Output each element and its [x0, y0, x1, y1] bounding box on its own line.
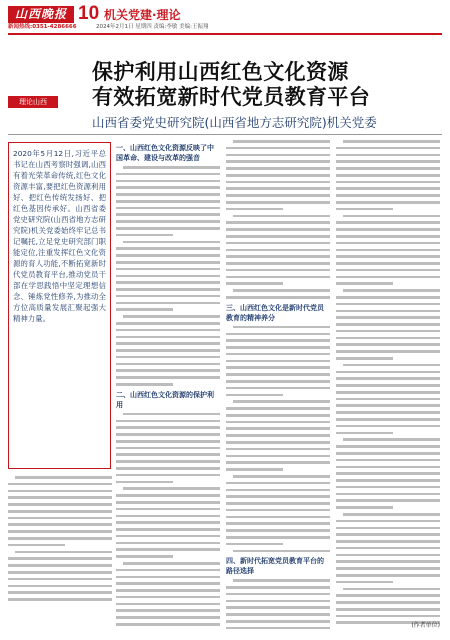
- text-line: [8, 537, 112, 540]
- text-line: [116, 234, 173, 237]
- text-line: [336, 547, 440, 550]
- text-line: [336, 384, 440, 387]
- text-line: [336, 208, 393, 211]
- text-line: [226, 353, 330, 356]
- text-line: [226, 160, 330, 163]
- text-line: [116, 569, 220, 572]
- text-line: [343, 364, 440, 367]
- text-line: [226, 620, 330, 623]
- text-line: [336, 540, 440, 543]
- text-line: [116, 426, 220, 429]
- text-line: [116, 508, 220, 511]
- text-line: [233, 289, 330, 292]
- text-line: [336, 282, 393, 285]
- article-text: [226, 326, 330, 552]
- text-line: [233, 550, 330, 553]
- text-line: [116, 356, 220, 359]
- text-line: [336, 337, 440, 340]
- text-line: [336, 493, 440, 496]
- article-subhead: 三、山西红色文化是新时代党员教育的精神养分: [226, 303, 324, 322]
- text-line: [226, 339, 330, 342]
- text-line: [226, 380, 330, 383]
- text-line: [116, 616, 220, 619]
- text-line: [15, 476, 112, 479]
- text-line: [116, 555, 173, 558]
- text-line: [226, 516, 330, 519]
- text-line: [116, 281, 220, 284]
- text-line: [123, 315, 220, 318]
- text-line: [116, 336, 220, 339]
- text-line: [8, 517, 112, 520]
- text-line: [116, 254, 220, 257]
- text-line: [336, 174, 440, 177]
- text-line: [226, 208, 283, 211]
- text-line: [226, 468, 283, 471]
- text-line: [116, 521, 220, 524]
- text-line: [226, 427, 330, 430]
- text-line: [116, 200, 220, 203]
- text-line: [226, 394, 283, 397]
- text-line: [336, 581, 393, 584]
- text-line: [116, 582, 220, 585]
- text-line: [226, 296, 330, 299]
- headline-line-2: 有效拓宽新时代党员教育平台: [92, 85, 371, 109]
- text-line: [226, 346, 330, 349]
- text-line: [336, 249, 440, 252]
- text-line: [233, 326, 330, 329]
- newspaper-logo: 山西晚报: [8, 6, 74, 23]
- text-line: [8, 557, 112, 560]
- text-line: [336, 615, 440, 618]
- text-line: [336, 466, 440, 469]
- text-line: [116, 440, 220, 443]
- article-subhead: 四、新时代拓宽党员教育平台的路径选择: [226, 557, 324, 576]
- article-subhead: 一、山西红色文化资源反映了中国革命、建设与改革的强音: [116, 144, 214, 162]
- lead-box: [8, 142, 111, 469]
- text-line: [226, 407, 330, 410]
- text-line: [336, 242, 440, 245]
- lead-paragraph: 2020年5月12日,习近平总书记在山西考察时强调,山西有着光荣革命传统,红色文化资源丰富,要把红色资源利用好、把红色传统发扬好、把红色基因传承好。山西省委党史研究院(山西省地方志研究院)机关党委始终牢记总书记嘱托,立足党史研究部门职能定位,注重发挥红色文化资源的育人功能,不断拓宽新时代党员教育平台,推动党员干部在学思践悟中坚定理想信念、锤炼党性修养,为推动全方位高质量发展汇聚起强大精神力量。: [13, 149, 106, 323]
- text-line: [116, 433, 220, 436]
- text-line: [336, 221, 440, 224]
- text-line: [116, 363, 220, 366]
- text-line: [226, 434, 330, 437]
- text-line: [8, 578, 112, 581]
- text-line: [8, 564, 112, 567]
- text-line: [116, 420, 220, 423]
- text-line: [116, 173, 220, 176]
- text-line: [336, 357, 393, 360]
- text-line: [226, 360, 330, 363]
- text-line: [226, 441, 330, 444]
- text-line: [226, 509, 330, 512]
- text-line: [123, 487, 220, 490]
- text-line: [336, 520, 440, 523]
- issue-info: 2024年2月1日 星期四 责编:李敏 美编:王振翔: [96, 24, 209, 30]
- text-line: [336, 459, 440, 462]
- text-line: [116, 528, 220, 531]
- text-line: [226, 174, 330, 177]
- text-line: [343, 140, 440, 143]
- article-column-4: [336, 140, 440, 630]
- text-line: [336, 404, 440, 407]
- text-line: [336, 181, 440, 184]
- text-line: [336, 147, 440, 150]
- text-line: [336, 445, 440, 448]
- text-line: [226, 586, 330, 589]
- text-line: [336, 527, 440, 530]
- article-text: [116, 413, 220, 630]
- text-line: [116, 453, 220, 456]
- text-line: [336, 533, 440, 536]
- text-line: [226, 414, 330, 417]
- text-line: [226, 627, 330, 630]
- text-line: [336, 371, 440, 374]
- text-line: [116, 186, 220, 189]
- text-line: [226, 421, 330, 424]
- text-line: [343, 588, 440, 591]
- text-line: [8, 496, 112, 499]
- text-line: [336, 303, 440, 306]
- page-number: 10: [78, 3, 100, 24]
- text-line: [116, 247, 220, 250]
- text-line: [336, 486, 440, 489]
- text-line: [336, 316, 440, 319]
- text-line: [336, 432, 393, 435]
- news-hotline: 新闻热线:0351-4286666: [8, 24, 77, 30]
- text-line: [116, 268, 220, 271]
- text-line: [226, 333, 330, 336]
- text-line: [116, 275, 220, 278]
- masthead: [8, 3, 442, 32]
- text-line: [116, 576, 220, 579]
- text-line: [116, 349, 220, 352]
- article-column-3: [226, 140, 330, 630]
- text-line: [226, 201, 330, 204]
- text-line: [336, 391, 440, 394]
- text-line: [226, 613, 330, 616]
- text-line: [336, 235, 440, 238]
- text-line: [8, 483, 112, 486]
- text-line: [116, 589, 220, 592]
- text-line: [336, 296, 440, 299]
- text-line: [116, 548, 220, 551]
- text-line: [226, 228, 330, 231]
- article-subhead: 二、山西红色文化资源的保护利用: [116, 390, 214, 409]
- text-line: [336, 601, 440, 604]
- text-line: [226, 495, 330, 498]
- text-line: [123, 413, 220, 416]
- text-line: [8, 585, 112, 588]
- text-line: [116, 213, 220, 216]
- text-line: [116, 342, 220, 345]
- text-line: [336, 194, 440, 197]
- text-line: [336, 472, 440, 475]
- section-title: 机关党建·理论: [104, 8, 181, 22]
- text-line: [336, 269, 440, 272]
- text-line: [336, 567, 440, 570]
- text-line: [226, 522, 330, 525]
- text-line: [116, 329, 220, 332]
- article-text: [226, 140, 330, 299]
- text-line: [116, 542, 220, 545]
- text-line: [226, 242, 330, 245]
- article-text: [116, 166, 220, 386]
- text-line: [226, 529, 330, 532]
- text-line: [116, 494, 220, 497]
- text-line: [336, 350, 440, 353]
- text-line: [116, 302, 220, 305]
- text-line: [8, 598, 112, 601]
- text-line: [116, 369, 220, 372]
- text-line: [226, 282, 283, 285]
- text-line: [116, 515, 220, 518]
- text-line: [116, 467, 220, 470]
- text-line: [336, 343, 440, 346]
- text-line: [116, 220, 220, 223]
- text-line: [226, 387, 330, 390]
- article-text: [336, 140, 440, 624]
- text-line: [336, 560, 440, 563]
- text-line: [226, 154, 330, 157]
- text-line: [336, 479, 440, 482]
- text-line: [336, 160, 440, 163]
- text-line: [226, 276, 330, 279]
- masthead-divider: [8, 33, 442, 35]
- text-line: [116, 609, 220, 612]
- text-line: [336, 594, 440, 597]
- text-line: [233, 579, 330, 582]
- article-column-2: [116, 140, 220, 630]
- text-line: [226, 147, 330, 150]
- text-line: [116, 193, 220, 196]
- text-line: [226, 593, 330, 596]
- text-line: [226, 235, 330, 238]
- text-line: [8, 571, 112, 574]
- text-line: [8, 503, 112, 506]
- text-line: [226, 448, 330, 451]
- text-line: [226, 600, 330, 603]
- headline-line-1: 保护利用山西红色文化资源: [92, 60, 349, 84]
- text-line: [226, 249, 330, 252]
- text-line: [226, 269, 330, 272]
- text-line: [336, 452, 440, 455]
- text-line: [336, 255, 440, 258]
- text-line: [343, 513, 440, 516]
- text-line: [226, 167, 330, 170]
- text-line: [116, 207, 220, 210]
- text-line: [116, 535, 220, 538]
- text-line: [8, 523, 112, 526]
- text-line: [233, 215, 330, 218]
- text-line: [336, 323, 440, 326]
- text-line: [336, 154, 440, 157]
- text-line: [336, 418, 440, 421]
- text-line: [226, 194, 330, 197]
- text-line: [226, 606, 330, 609]
- text-line: [226, 221, 330, 224]
- text-line: [116, 603, 220, 606]
- text-line: [336, 574, 440, 577]
- text-line: [226, 187, 330, 190]
- text-line: [116, 447, 220, 450]
- text-line: [123, 166, 220, 169]
- text-line: [336, 506, 393, 509]
- text-line: [116, 180, 220, 183]
- text-line: [233, 140, 330, 143]
- text-line: [336, 201, 440, 204]
- text-line: [226, 373, 330, 376]
- text-line: [336, 330, 440, 333]
- text-line: [336, 411, 440, 414]
- text-line: [226, 455, 330, 458]
- text-line: [123, 562, 220, 565]
- text-line: [336, 228, 440, 231]
- text-line: [116, 383, 173, 386]
- text-line: [116, 322, 220, 325]
- text-line: [8, 530, 112, 533]
- text-line: [226, 181, 330, 184]
- text-line: [116, 501, 220, 504]
- article-column-1: [8, 476, 112, 630]
- text-line: [233, 400, 330, 403]
- text-line: [343, 438, 440, 441]
- text-line: [116, 623, 220, 626]
- text-line: [226, 255, 330, 258]
- text-line: [336, 310, 440, 313]
- column-tag: 理论山西: [8, 96, 58, 108]
- text-line: [8, 510, 112, 513]
- text-line: [116, 460, 220, 463]
- text-line: [336, 398, 440, 401]
- text-line: [233, 475, 330, 478]
- text-line: [343, 215, 440, 218]
- text-line: [116, 261, 220, 264]
- text-line: [15, 551, 112, 554]
- text-line: [336, 276, 440, 279]
- text-line: [8, 591, 112, 594]
- text-line: [116, 474, 220, 477]
- article-end-note: (作者单位): [411, 622, 440, 629]
- text-line: [116, 596, 220, 599]
- text-line: [8, 544, 65, 547]
- headline-divider: [8, 134, 442, 135]
- text-line: [226, 461, 330, 464]
- text-line: [116, 308, 173, 311]
- text-line: [116, 227, 220, 230]
- text-line: [226, 366, 330, 369]
- text-line: [343, 289, 440, 292]
- text-line: [336, 499, 440, 502]
- text-line: [116, 288, 220, 291]
- text-line: [336, 554, 440, 557]
- text-line: [116, 295, 220, 298]
- text-line: [226, 502, 330, 505]
- text-line: [116, 481, 173, 484]
- text-line: [336, 262, 440, 265]
- text-line: [336, 377, 440, 380]
- text-line: [8, 490, 112, 493]
- text-line: [336, 167, 440, 170]
- text-line: [226, 482, 330, 485]
- text-line: [226, 262, 330, 265]
- text-line: [226, 543, 283, 546]
- text-line: [116, 376, 220, 379]
- byline: 山西省委党史研究院(山西省地方志研究院)机关党委: [92, 115, 377, 130]
- text-line: [226, 489, 330, 492]
- article-text: [226, 579, 330, 630]
- text-line: [336, 187, 440, 190]
- text-line: [123, 241, 220, 244]
- text-line: [336, 425, 440, 428]
- text-line: [226, 536, 330, 539]
- text-line: [336, 608, 440, 611]
